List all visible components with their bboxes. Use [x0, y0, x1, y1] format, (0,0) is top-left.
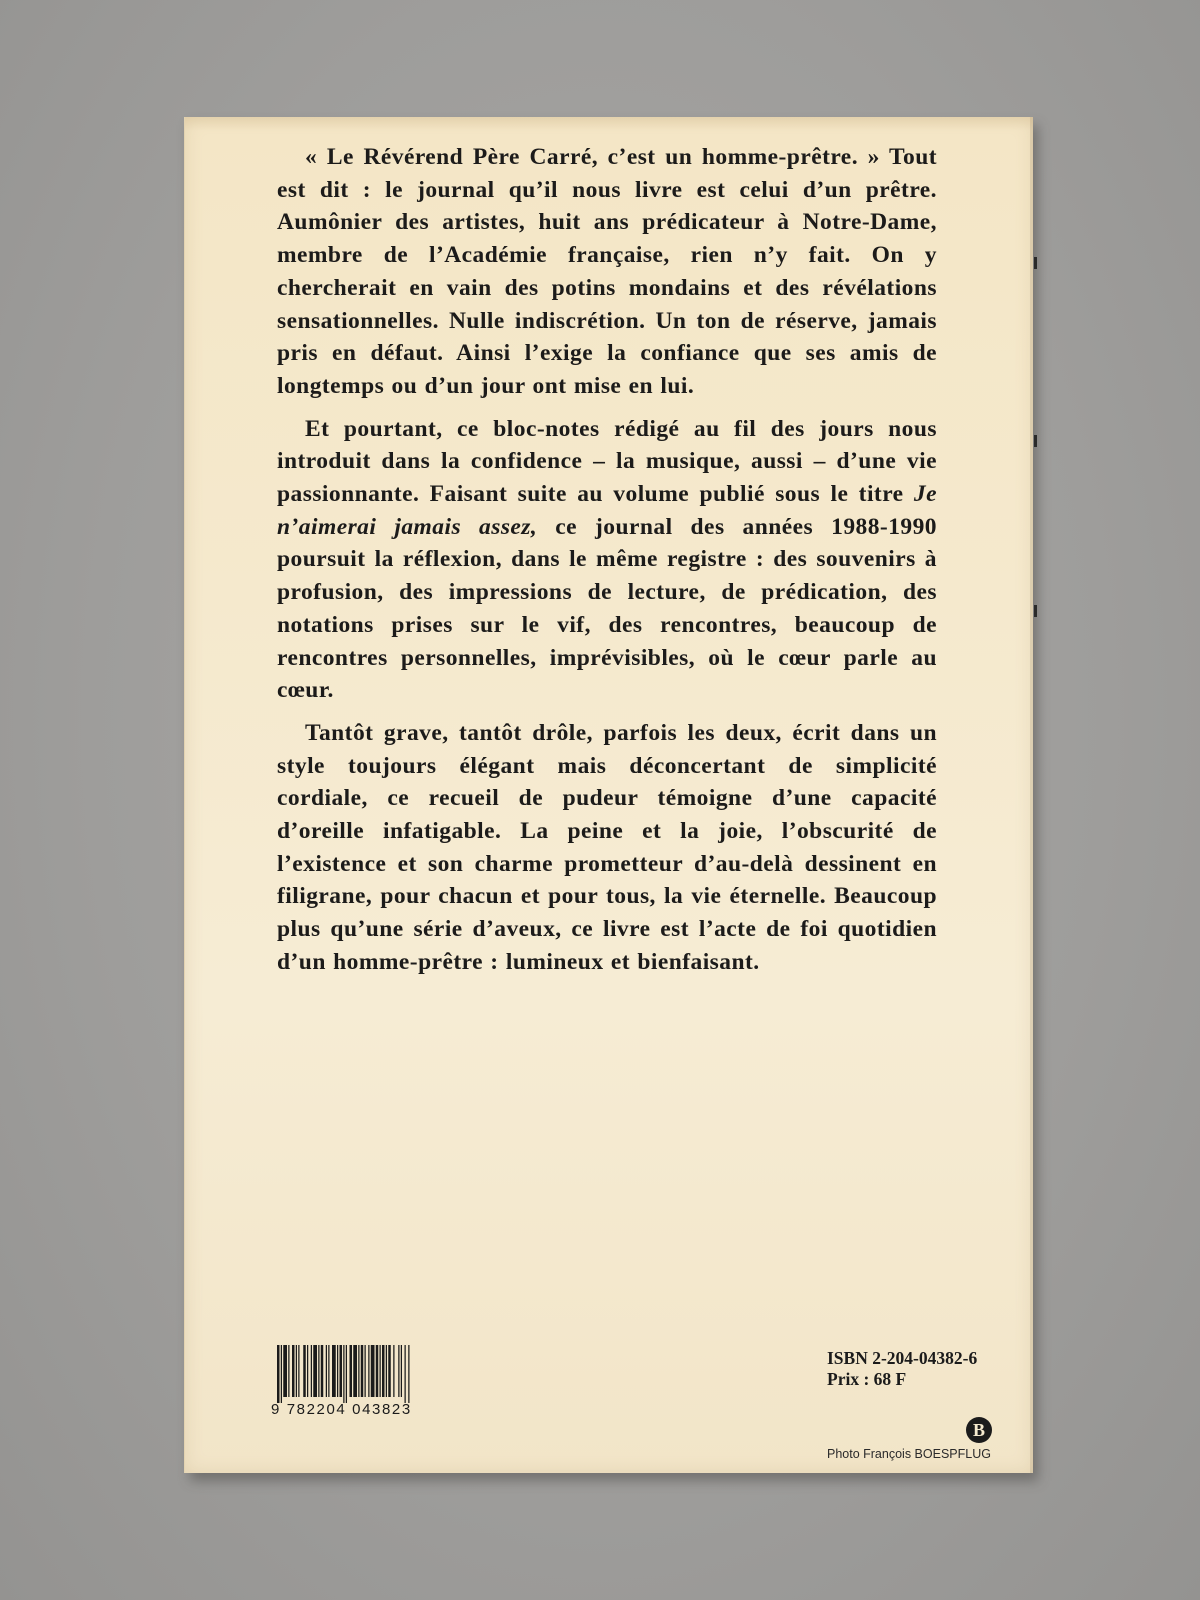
barcode-bar: [365, 1345, 366, 1397]
barcode-bar: [386, 1345, 387, 1397]
publisher-logo: [966, 1417, 992, 1443]
blurb-paragraph-1: « Le Révérend Père Carré, c’est un homme-prêtre. » Tout est dit : le journal qu’il nous livre est celui d’un prêtre. Aumônier des artistes, huit ans prédicateur à Notre-Dame, membre de l’Académie française, rien n’y fait. On y chercherait en vain des potins mondains et des révélations sensationnelles. Nulle indiscrétion. Un ton de réserve, jamais pris en défaut. Ainsi l’exige la confiance que ses amis de longtemps ou d’un jour ont mise en lui.: [277, 144, 937, 399]
barcode-bar: [388, 1345, 391, 1397]
barcode-bars: [271, 1345, 461, 1403]
isbn-number: ISBN 2-204-04382-6: [827, 1348, 978, 1368]
barcode-bar: [376, 1345, 379, 1397]
price: Prix : 68 F: [827, 1369, 907, 1389]
barcode-bar: [313, 1345, 317, 1397]
referenced-book-title: Je n’aimerai jamais assez,: [277, 481, 938, 540]
barcode-bar: [343, 1345, 344, 1403]
barcode-bar: [321, 1345, 324, 1397]
edge-mark: [1034, 605, 1037, 617]
barcode-bar: [393, 1345, 394, 1397]
barcode-bar: [298, 1345, 299, 1397]
barcode-bar: [326, 1345, 327, 1397]
barcode-bar: [401, 1345, 402, 1397]
barcode-bar: [337, 1345, 338, 1397]
book-back-cover: [184, 117, 1033, 1473]
back-cover-blurb: [277, 141, 937, 989]
barcode-bar: [303, 1345, 306, 1397]
barcode-bar: [332, 1345, 336, 1397]
barcode-bar: [371, 1345, 375, 1397]
barcode-bar: [358, 1345, 359, 1397]
barcode-bar: [398, 1345, 399, 1397]
edge-mark: [1034, 435, 1037, 447]
barcode-bar: [318, 1345, 319, 1397]
barcode-bar: [307, 1345, 308, 1397]
edge-mark: [1034, 257, 1037, 269]
barcode-bar: [340, 1345, 343, 1397]
barcode-bar: [408, 1345, 409, 1403]
blurb-paragraph-2-end: ce journal des années 1988-1990 poursuit la réflexion, dans le même registre : des souvenirs à profusion, des impressions de lecture, de prédication, des notations prises sur le vif, des rencontres, beaucoup de rencontres personnelles, imprévisibles, où le cœur parle au cœur.: [277, 513, 937, 704]
ean-barcode: [271, 1345, 461, 1418]
barcode-bar: [380, 1345, 381, 1397]
blurb-paragraph-2: [277, 413, 937, 707]
barcode-bar: [368, 1345, 369, 1397]
blurb-paragraph-2-start: Et pourtant, ce bloc-notes rédigé au fil des jours nous introduit dans la confidence – la musique, aussi – d’une vie passionnante. Faisant suite au volume publié sous le titre: [277, 415, 937, 508]
barcode-bar: [361, 1345, 364, 1397]
barcode-bar: [382, 1345, 385, 1397]
barcode-bar: [346, 1345, 347, 1403]
isbn-price-block: [827, 1348, 977, 1390]
barcode-bar: [277, 1345, 280, 1403]
barcode-bar: [353, 1345, 357, 1397]
barcode-bar: [328, 1345, 329, 1397]
barcode-bar: [281, 1345, 282, 1403]
barcode-bar: [350, 1345, 353, 1397]
photo-credit: Photo François BOESPFLUG: [827, 1447, 991, 1461]
barcode-bar: [288, 1345, 289, 1397]
barcode-bar: [292, 1345, 295, 1397]
barcode-bar: [405, 1345, 406, 1403]
barcode-bar: [311, 1345, 312, 1397]
barcode-bar: [283, 1345, 287, 1397]
barcode-digits: 9 782204 043823: [271, 1401, 412, 1418]
barcode-bar: [296, 1345, 297, 1397]
blurb-paragraph-3: Tantôt grave, tantôt drôle, parfois les deux, écrit dans un style toujours élégant mais déconcertant de simplicité cordiale, ce recueil de pudeur témoigne d’une capacité d’oreille infatigable. La peine et la joie, l’obscurité de l’existence et son charme prometteur d’au-delà dessinent en filigrane, pour chacun et pour tous, la vie éternelle. Beaucoup plus qu’une série d’aveux, ce livre est l’acte de foi quotidien d’un homme-prêtre : lumineux et bienfaisant.: [277, 719, 937, 975]
publisher-logo-letter: B: [972, 1420, 985, 1440]
